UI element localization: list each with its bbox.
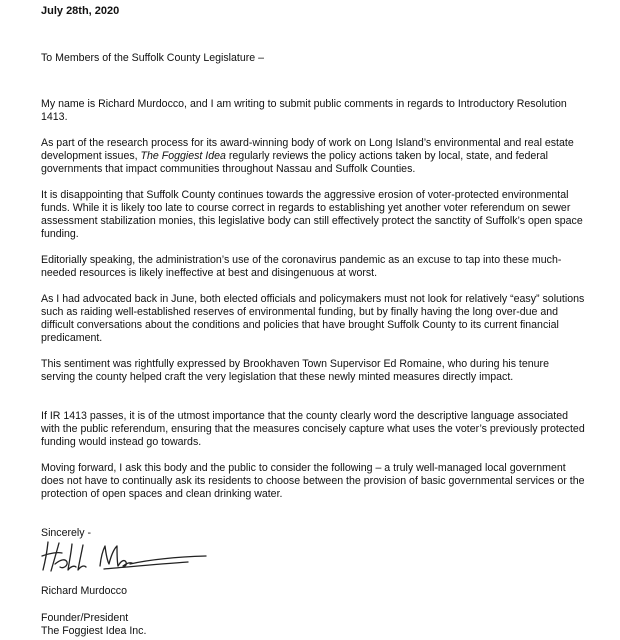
paragraph-editorial: Editorially speaking, the administration’s use of the coronavirus pandemic as an excuse to tap into these much-needed resources is likely ineffective at best and disingenuous at worst. [41,254,562,279]
paragraph-disappointing: It is disappointing that Suffolk County continues towards the aggressive erosion of voter-protected environmental funds. While it is likely too late to course correct in regards to establishing yet another voter referendum on sewer assessment stabilization monies, this legislative body can still effectively protect the sanctity of Suffolk’s open space funding. [41,189,583,240]
paragraph-intro: My name is Richard Murdocco, and I am writing to submit public comments in regards to Introductory Resolution 1413. [41,98,567,123]
signer-title: Founder/President [41,612,129,624]
paragraph-sentiment: This sentiment was rightfully expressed by Brookhaven Town Supervisor Ed Romaine, who during his tenure serving the county helped craft the very legislation that these newly minted measures directly impact. [41,358,549,383]
paragraph-advocated: As I had advocated back in June, both elected officials and policymakers must not look for relatively “easy” solutions such as raiding well-established reserves of environmental funding, but by finally having the long over-due and difficult conversations about the conditions and policies that have brought Suffolk County to its current financial predicament. [41,293,585,344]
letter-closing: Sincerely - [41,527,92,539]
paragraph-research [41,137,586,176]
letter-salutation: To Members of the Suffolk County Legislature – [41,52,264,64]
paragraph-research-before: As part of the research process for its award-winning body of work on Long Island’s environmental and real estate development issues, [41,137,574,162]
paragraph-ir-1413: If IR 1413 passes, it is of the utmost importance that the county clearly word the descriptive language associated with the public referendum, ensuring that the measures concisely capture what uses the voter’s previously protected funding would instead go towards. [41,410,585,448]
publication-title: The Foggiest Idea [140,149,226,162]
paragraph-moving-forward: Moving forward, I ask this body and the public to consider the following – a truly well-managed local government does not have to continually ask its residents to choose between the provision of basic governmental services or the protection of open spaces and clean drinking water. [41,462,585,500]
paragraph-research-after: regularly reviews the policy actions taken by local, state, and federal governments that impact communities throughout Nassau and Suffolk Counties. [41,149,549,175]
signature-image [38,536,208,576]
signer-organization: The Foggiest Idea Inc. [41,625,147,637]
signer-name: Richard Murdocco [41,585,127,597]
letter-date: July 28th, 2020 [41,5,120,17]
